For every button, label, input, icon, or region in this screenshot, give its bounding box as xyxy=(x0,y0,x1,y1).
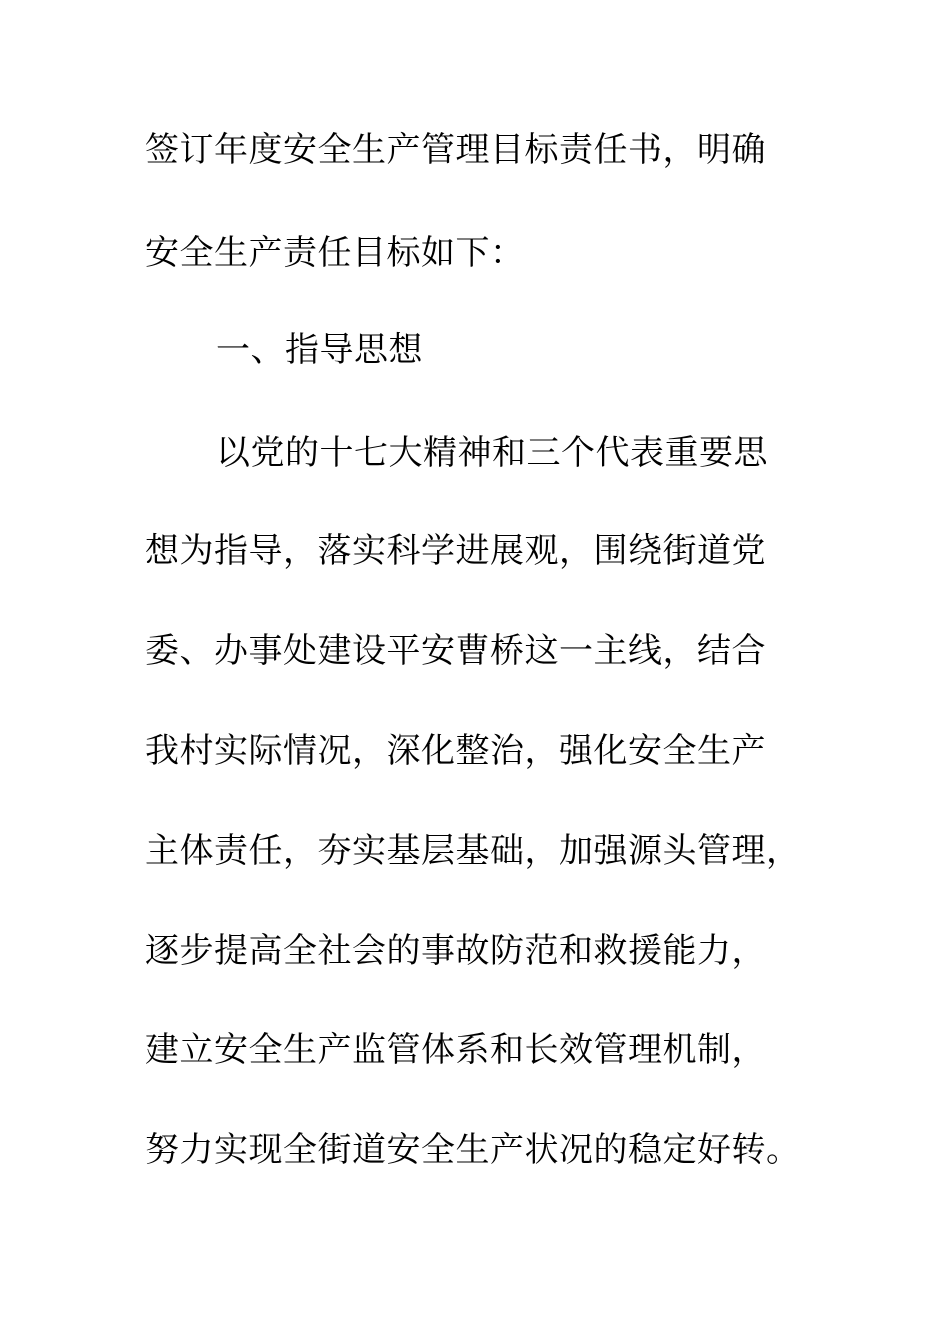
paragraph-line: 我村实际情况，深化整治，强化安全生产 xyxy=(145,731,766,771)
paragraph-line: 委、办事处建设平安曹桥这一主线，结合 xyxy=(145,631,766,671)
paragraph-line: 安全生产责任目标如下： xyxy=(145,233,525,273)
paragraph-line: 签订年度安全生产管理目标责任书，明确 xyxy=(145,130,766,170)
paragraph-line: 努力实现全街道安全生产状况的稳定好转。 xyxy=(145,1130,801,1170)
paragraph-line: 想为指导，落实科学进展观，围绕街道党 xyxy=(145,531,766,571)
section-heading: 一、指导思想 xyxy=(216,330,423,370)
paragraph-line: 逐步提高全社会的事故防范和救援能力， xyxy=(145,931,766,971)
paragraph-line: 建立安全生产监管体系和长效管理机制， xyxy=(145,1030,766,1070)
paragraph-line: 以党的十七大精神和三个代表重要思 xyxy=(216,433,768,473)
paragraph-line: 主体责任，夯实基层基础，加强源头管理， xyxy=(145,831,801,871)
